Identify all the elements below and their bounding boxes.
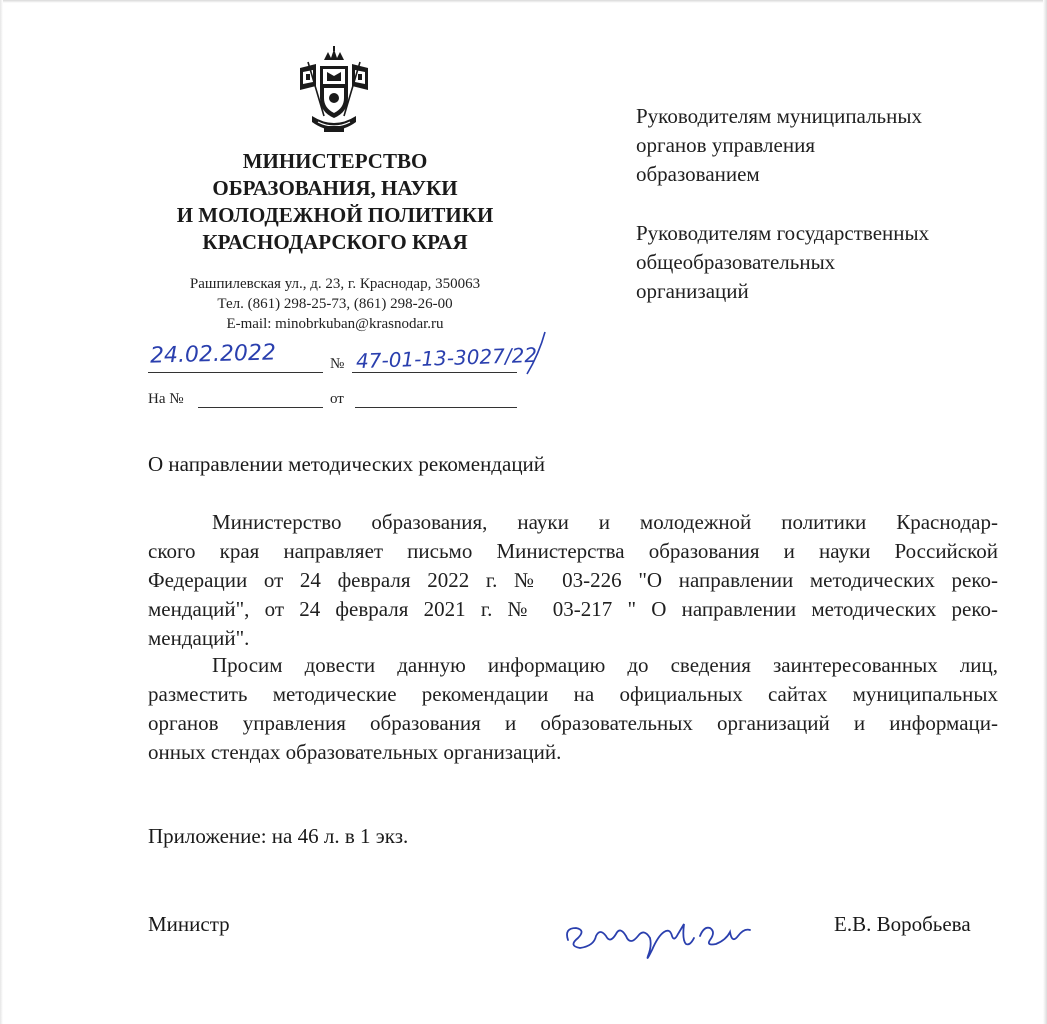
addressee-1-line-2: органов управления	[636, 133, 815, 157]
handwritten-signature	[560, 906, 760, 966]
paragraph-1	[148, 508, 998, 653]
handwritten-number: 47-01-13-3027/22	[355, 342, 538, 374]
scan-edge-left	[0, 0, 3, 1024]
ministry-title-line-2: ОБРАЗОВАНИЯ, НАУКИ	[212, 176, 458, 200]
paragraph-2-line: органов управления образования и образовательных организаций и информаци-	[148, 711, 998, 735]
ministry-title	[140, 148, 530, 256]
addressee-1-line-3: образованием	[636, 162, 760, 186]
number-label: №	[330, 356, 345, 372]
paragraph-1-line: Федерации от 24 февраля 2022 г. № 03-226 "О направлении методических реко-	[148, 568, 998, 592]
paragraph-1-line: мендаций", от 24 февраля 2021 г. № 03-217 " О направлении методических реко-	[148, 597, 998, 621]
addressee-2-line-3: организаций	[636, 279, 749, 303]
paragraph-1-line: ского края направляет письмо Министерства образования и науки Российской	[148, 539, 998, 563]
addressee-1-line-1: Руководителям муниципальных	[636, 104, 922, 128]
from-date-underline	[355, 407, 517, 408]
handwritten-date: 24.02.2022	[149, 340, 277, 369]
paragraph-1-line: мендаций".	[148, 626, 250, 650]
paragraph-1-line: Министерство образования, науки и молодежной политики Краснодар-	[212, 510, 998, 534]
krasnodar-coat-of-arms-icon	[294, 46, 374, 138]
addressee-2-line-2: общеобразовательных	[636, 250, 836, 274]
paragraph-2-line: Просим довести данную информацию до сведения заинтересованных лиц,	[212, 653, 998, 677]
ministry-phones: Тел. (861) 298-25-73, (861) 298-26-00	[217, 296, 453, 312]
ministry-address: Рашпилевская ул., д. 23, г. Краснодар, 350063	[189, 276, 481, 292]
scan-edge-top	[0, 0, 1047, 3]
ministry-title-line-3: И МОЛОДЕЖНОЙ ПОЛИТИКИ	[176, 203, 494, 227]
letter-subject: О направлении методических рекомендаций	[148, 452, 546, 476]
handwritten-slash-flourish	[515, 330, 555, 378]
signer-name: Е.В. Воробьева	[834, 912, 971, 936]
attachment-note: Приложение: на 46 л. в 1 экз.	[148, 824, 409, 848]
ministry-contacts	[140, 274, 530, 334]
from-label: от	[330, 391, 344, 407]
addressee-1	[636, 102, 922, 189]
addressee-2-line-1: Руководителям государственных	[636, 221, 930, 245]
scan-edge-right	[1043, 0, 1047, 1024]
paragraph-2-line: онных стендах образовательных организаций.	[148, 740, 562, 764]
ministry-email: E-mail: minobrkuban@krasnodar.ru	[226, 316, 444, 332]
paragraph-2-line: разместить методические рекомендации на официальных сайтах муниципальных	[148, 682, 998, 706]
reply-label: На №	[148, 391, 184, 407]
addressee-2	[636, 219, 929, 306]
signer-position: Министр	[148, 912, 230, 936]
date-underline	[148, 372, 323, 373]
ministry-title-line-4: КРАСНОДАРСКОГО КРАЯ	[202, 230, 468, 254]
reply-number-underline	[198, 407, 323, 408]
ministry-title-line-1: МИНИСТЕРСТВО	[242, 149, 428, 173]
paragraph-2	[148, 651, 998, 767]
